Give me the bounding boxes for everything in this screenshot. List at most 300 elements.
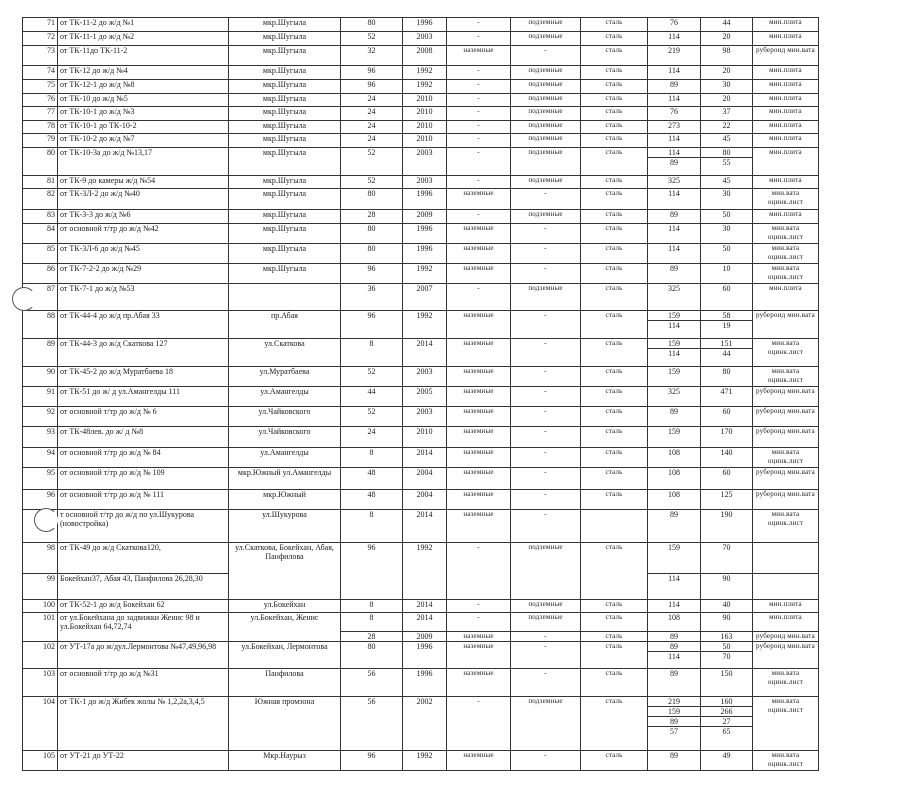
pipe-length: 30 (722, 80, 731, 89)
insulation-cell: мин.вата оцинк.лист (753, 339, 819, 367)
table-row (23, 46, 819, 66)
laying-under-cell: подземные (511, 80, 581, 94)
year-cell: 1992 (403, 751, 447, 771)
year-cell: 2010 (403, 121, 447, 134)
pipe-length: 266 (701, 706, 752, 716)
diameter-cell (648, 600, 701, 613)
length-cell: 8 (341, 510, 403, 543)
row-number: 88 (23, 311, 58, 339)
table-row (23, 751, 819, 771)
length-cell: 80 (341, 642, 403, 669)
year-cell: 2014 (403, 600, 447, 613)
diameter-cell (648, 387, 701, 407)
pipe-length-cell (701, 66, 753, 80)
length-cell: 80 (341, 244, 403, 264)
pipe-length: 163 (720, 632, 733, 641)
location-cell: мкр.Шугыла (229, 107, 341, 121)
pipe-length-cell (701, 210, 753, 224)
laying-under-cell: - (511, 339, 581, 367)
insulation-cell: рубероид мин.вата (753, 642, 819, 669)
row-number: 91 (23, 387, 58, 407)
pipe-length: 60 (722, 284, 731, 293)
laying-above-cell: наземные (447, 490, 511, 510)
pipe-length: 45 (722, 134, 731, 143)
insulation-cell: рубероид мин.вата (753, 468, 819, 490)
section-name: от УТ-17а до ж/дул.Лермонтова №47,49,96,98 (58, 642, 229, 669)
year-cell: 2003 (403, 407, 447, 427)
material-cell: сталь (581, 189, 648, 210)
diameter-cell (648, 264, 701, 284)
insulation-cell: мин.плита (753, 176, 819, 189)
row-number: 86 (23, 264, 58, 284)
row-number: 105 (23, 751, 58, 771)
table-row (23, 339, 819, 367)
location-cell: мкр.Шугыла (229, 264, 341, 284)
laying-under-cell: - (511, 224, 581, 244)
insulation-cell: рубероид мин.вата (753, 311, 819, 339)
year-cell: 2010 (403, 107, 447, 121)
diameter-cell (648, 613, 701, 632)
diameter-cell (648, 510, 701, 543)
laying-above-cell: наземные (447, 264, 511, 284)
laying-above-cell: - (447, 107, 511, 121)
laying-under-cell: подземные (511, 18, 581, 32)
location-cell: Панфилова (229, 669, 341, 697)
insulation-cell: мин.плита (753, 66, 819, 80)
section-name: от ТК-51 до ж/ д ул.Амангелды 111 (58, 387, 229, 407)
location-cell: ул.Бокейхан, Лермонтова (229, 642, 341, 669)
year-cell: 1992 (403, 66, 447, 80)
pipe-length-cell (701, 80, 753, 94)
laying-under-cell: - (511, 407, 581, 427)
location-cell: мкр.Шугыла (229, 66, 341, 80)
location-cell: ул.Бокейхан, Женис (229, 613, 341, 642)
diameter-cell (648, 574, 701, 600)
laying-above-cell: наземные (447, 387, 511, 407)
laying-under-cell: - (511, 669, 581, 697)
laying-under-cell: подземные (511, 121, 581, 134)
material-cell: сталь (581, 284, 648, 311)
diameter-cell (648, 189, 701, 210)
row-number: 95 (23, 468, 58, 490)
section-name: от ТК-11-1 до ж/д №2 (58, 32, 229, 46)
row-number: 76 (23, 94, 58, 107)
laying-under-cell: подземные (511, 134, 581, 148)
pipe-length: 190 (720, 510, 733, 519)
diameter-cell (648, 751, 701, 771)
section-name: от основной т/тр до ж/д № 6 (58, 407, 229, 427)
insulation-cell: рубероид мин.вата (753, 46, 819, 66)
year-cell: 2014 (403, 448, 447, 468)
insulation-cell: мин.вата оцинк.лист (753, 244, 819, 264)
table-row (23, 148, 819, 176)
pipe-diameter: 89 (670, 80, 678, 89)
length-cell: 80 (341, 18, 403, 32)
pipe-length: 125 (720, 490, 733, 499)
diameter-cell (648, 94, 701, 107)
location-cell: мкр.Шугыла (229, 121, 341, 134)
year-cell: 2002 (403, 697, 447, 751)
material-cell: сталь (581, 543, 648, 600)
section-name: от ТК-49 до ж/д Скаткова120, (58, 543, 229, 574)
pipe-length-cell (701, 264, 753, 284)
laying-under-cell: подземные (511, 284, 581, 311)
insulation-cell: мин.плита (753, 600, 819, 613)
pipe-length: 80 (722, 148, 731, 157)
length-cell: 28 (341, 632, 403, 642)
row-number: 74 (23, 66, 58, 80)
pipe-diameter: 108 (668, 490, 680, 499)
insulation-cell: мин.вата оцинк.лист (753, 264, 819, 284)
pipe-diameter: 159 (668, 311, 680, 320)
pipe-length-cell (701, 751, 753, 771)
table-row (23, 613, 819, 632)
laying-above-cell: наземные (447, 244, 511, 264)
laying-above-cell: наземные (447, 751, 511, 771)
laying-above-cell: - (447, 80, 511, 94)
laying-under-cell: подземные (511, 543, 581, 600)
location-cell: мкр.Шугыла (229, 46, 341, 66)
length-cell: 56 (341, 697, 403, 751)
laying-above-cell: - (447, 66, 511, 80)
length-cell: 8 (341, 613, 403, 632)
row-number: 85 (23, 244, 58, 264)
location-cell: ул.Муратбаева (229, 367, 341, 387)
material-cell: сталь (581, 176, 648, 189)
insulation-cell: мин.плита (753, 134, 819, 148)
pipe-diameter: 114 (668, 148, 680, 157)
pipe-length: 151 (720, 339, 733, 348)
pipe-length: 37 (722, 107, 731, 116)
table-row (23, 427, 819, 448)
laying-above-cell: - (447, 18, 511, 32)
laying-under-cell: подземные (511, 32, 581, 46)
laying-under-cell: - (511, 264, 581, 284)
diameter-cell (648, 244, 701, 264)
pipe-length-cell (701, 632, 753, 642)
material-cell: сталь (581, 94, 648, 107)
location-cell: мкр.Шугыла (229, 134, 341, 148)
insulation-cell: мин.плита (753, 284, 819, 311)
section-name: от ТК-44-4 до ж/д пр.Абая 33 (58, 311, 229, 339)
diameter-cell (648, 407, 701, 427)
table-row (23, 94, 819, 107)
insulation-cell: мин.плита (753, 613, 819, 632)
pipe-length: 50 (722, 244, 731, 253)
year-cell: 1996 (403, 224, 447, 244)
pipe-diameter: 89 (670, 264, 678, 273)
length-cell: 28 (341, 210, 403, 224)
location-cell: мкр.Шугыла (229, 32, 341, 46)
length-cell: 52 (341, 367, 403, 387)
location-cell (229, 284, 341, 311)
pipe-diameter: 114 (668, 244, 680, 253)
length-cell: 24 (341, 121, 403, 134)
laying-above-cell: - (447, 94, 511, 107)
section-name: от ТК-10-2 до ж/д №7 (58, 134, 229, 148)
pipe-diameter: 159 (668, 427, 680, 436)
pipe-length: 27 (701, 716, 752, 726)
pipe-length-cell (701, 107, 753, 121)
laying-under-cell: - (511, 751, 581, 771)
location-cell: мкр.Шугыла (229, 244, 341, 264)
diameter-cell (648, 339, 701, 367)
insulation-cell: рубероид мин.вата (753, 387, 819, 407)
year-cell: 1996 (403, 669, 447, 697)
material-cell: сталь (581, 18, 648, 32)
insulation-cell: мин.вата оцинк.лист (753, 669, 819, 697)
year-cell: 1996 (403, 642, 447, 669)
section-name: от ТК-7-2-2 до ж/д №29 (58, 264, 229, 284)
location-cell: ул.Амангелды (229, 448, 341, 468)
diameter-cell (648, 632, 701, 642)
table-row (23, 510, 819, 543)
pipe-diameter: 76 (670, 18, 678, 27)
pipe-length: 58 (722, 311, 731, 320)
material-cell: сталь (581, 107, 648, 121)
pipe-diameter: 89 (648, 157, 700, 167)
laying-above-cell: наземные (447, 642, 511, 669)
material-cell: сталь (581, 121, 648, 134)
year-cell: 2003 (403, 176, 447, 189)
year-cell: 1992 (403, 311, 447, 339)
section-name: от основной т/тр до ж/д №42 (58, 224, 229, 244)
pipe-length: 55 (701, 157, 752, 167)
material-cell: сталь (581, 468, 648, 490)
diameter-cell (648, 148, 701, 176)
pipe-length-cell (701, 697, 753, 751)
row-number: 96 (23, 490, 58, 510)
laying-above-cell: - (447, 613, 511, 632)
pipe-length-cell (701, 134, 753, 148)
insulation-cell: мин.плита (753, 18, 819, 32)
table-row (23, 367, 819, 387)
location-cell: ул.Скаткова, Бокейхан, Абая, Панфилова (229, 543, 341, 600)
pipe-length-cell (701, 613, 753, 632)
pipe-length: 50 (722, 210, 731, 219)
section-name: от ТК-11-2 до ж/д №1 (58, 18, 229, 32)
pipe-diameter: 325 (668, 284, 680, 293)
year-cell: 2003 (403, 32, 447, 46)
material-cell: сталь (581, 367, 648, 387)
section-name: Бокейхан37, Абая 43, Панфилова 26,28,30 (58, 574, 229, 600)
section-name: от ТК-11до ТК-11-2 (58, 46, 229, 66)
location-cell: мкр.Шугыла (229, 224, 341, 244)
section-name: от ТК-10-1 до ж/д №3 (58, 107, 229, 121)
location-cell: пр.Абая (229, 311, 341, 339)
length-cell: 56 (341, 669, 403, 697)
table-row (23, 697, 819, 751)
laying-under-cell: - (511, 468, 581, 490)
row-number: 83 (23, 210, 58, 224)
table-row (23, 600, 819, 613)
laying-under-cell: - (511, 427, 581, 448)
insulation-cell: мин.вата оцинк.лист (753, 697, 819, 751)
laying-under-cell: - (511, 244, 581, 264)
pipe-length-cell (701, 339, 753, 367)
year-cell: 2003 (403, 148, 447, 176)
row-number: 71 (23, 18, 58, 32)
punch-hole-mark (12, 287, 36, 311)
location-cell: ул.Скаткова (229, 339, 341, 367)
material-cell: сталь (581, 339, 648, 367)
table-row (23, 224, 819, 244)
insulation-cell: мин.вата оцинк.лист (753, 189, 819, 210)
laying-under-cell: - (511, 642, 581, 669)
location-cell: мкр.Южный ул.Амангелды (229, 468, 341, 490)
pipe-length: 10 (722, 264, 731, 273)
year-cell: 1992 (403, 264, 447, 284)
pipe-length-cell (701, 448, 753, 468)
year-cell: 2014 (403, 613, 447, 632)
table-row (23, 189, 819, 210)
material-cell: сталь (581, 642, 648, 669)
pipe-length-cell (701, 244, 753, 264)
laying-above-cell: наземные (447, 632, 511, 642)
material-cell: сталь (581, 613, 648, 632)
laying-under-cell: - (511, 510, 581, 543)
pipe-diameter: 114 (668, 574, 680, 583)
insulation-cell: рубероид мин.вата (753, 407, 819, 427)
row-number: 93 (23, 427, 58, 448)
pipe-diameter: 89 (670, 210, 678, 219)
laying-above-cell: наземные (447, 448, 511, 468)
pipe-length-cell (701, 407, 753, 427)
laying-under-cell: - (511, 387, 581, 407)
material-cell: сталь (581, 407, 648, 427)
laying-above-cell: - (447, 600, 511, 613)
pipe-diameter: 108 (668, 613, 680, 622)
pipe-diameter: 114 (668, 600, 680, 609)
row-number: 99 (23, 574, 58, 600)
laying-above-cell: - (447, 134, 511, 148)
row-number: 101 (23, 613, 58, 642)
diameter-cell (648, 448, 701, 468)
pipe-diameter: 114 (668, 94, 680, 103)
pipe-length-cell (701, 427, 753, 448)
row-number: 103 (23, 669, 58, 697)
length-cell: 52 (341, 407, 403, 427)
pipe-length-cell (701, 32, 753, 46)
material-cell: сталь (581, 697, 648, 751)
laying-under-cell: подземные (511, 600, 581, 613)
year-cell: 1996 (403, 18, 447, 32)
insulation-cell (753, 543, 819, 574)
length-cell: 96 (341, 264, 403, 284)
laying-under-cell: - (511, 632, 581, 642)
location-cell: мкр.Шугыла (229, 189, 341, 210)
location-cell: Южная промзона (229, 697, 341, 751)
diameter-cell (648, 669, 701, 697)
laying-above-cell: наземные (447, 189, 511, 210)
pipe-diameter: 89 (670, 669, 678, 678)
section-name: от основной т/тр до ж/д № 111 (58, 490, 229, 510)
table-row (23, 32, 819, 46)
pipe-length: 70 (701, 651, 752, 661)
location-cell: ул.Бокейхан (229, 600, 341, 613)
pipe-diameter: 89 (670, 632, 678, 641)
year-cell: 1996 (403, 189, 447, 210)
insulation-cell: мин.плита (753, 32, 819, 46)
diameter-cell (648, 427, 701, 448)
pipe-diameter: 114 (648, 320, 700, 330)
pipe-length-cell (701, 189, 753, 210)
insulation-cell: мин.вата оцинк.лист (753, 224, 819, 244)
insulation-cell: мин.вата оцинк.лист (753, 448, 819, 468)
pipe-length: 30 (722, 189, 731, 198)
length-cell: 8 (341, 448, 403, 468)
laying-under-cell: подземные (511, 613, 581, 632)
laying-under-cell: подземные (511, 176, 581, 189)
pipe-length: 44 (701, 348, 752, 358)
punch-hole-mark (34, 508, 58, 532)
location-cell: мкр.Южный (229, 490, 341, 510)
laying-above-cell: - (447, 697, 511, 751)
material-cell: сталь (581, 600, 648, 613)
pipe-length: 44 (722, 18, 731, 27)
pipe-length: 471 (720, 387, 733, 396)
year-cell: 2007 (403, 284, 447, 311)
pipe-length: 90 (722, 613, 731, 622)
table-row (23, 121, 819, 134)
length-cell: 52 (341, 176, 403, 189)
table-row (23, 176, 819, 189)
pipe-length: 49 (722, 751, 731, 760)
length-cell: 96 (341, 751, 403, 771)
section-name: от ТК-12 до ж/д №4 (58, 66, 229, 80)
pipe-length-cell (701, 94, 753, 107)
table-row (23, 107, 819, 121)
year-cell: 2005 (403, 387, 447, 407)
pipe-diameter: 114 (668, 189, 680, 198)
length-cell: 96 (341, 543, 403, 600)
pipe-length-cell (701, 490, 753, 510)
section-name: от УТ-21 до УТ-22 (58, 751, 229, 771)
year-cell: 2010 (403, 134, 447, 148)
pipe-diameter: 89 (670, 510, 678, 519)
row-number: 100 (23, 600, 58, 613)
material-cell: сталь (581, 311, 648, 339)
laying-under-cell: подземные (511, 210, 581, 224)
length-cell: 32 (341, 46, 403, 66)
pipe-length: 60 (722, 407, 731, 416)
table-row (23, 448, 819, 468)
pipe-length: 50 (722, 642, 731, 651)
diameter-cell (648, 284, 701, 311)
pipe-diameter: 89 (670, 751, 678, 760)
section-name: от ТК-52-1 до ж/д Бокейхан 62 (58, 600, 229, 613)
section-name: от основной т/тр до ж/д № 109 (58, 468, 229, 490)
row-number: 79 (23, 134, 58, 148)
diameter-cell (648, 66, 701, 80)
table-row (23, 490, 819, 510)
pipe-length-cell (701, 148, 753, 176)
pipe-length: 40 (722, 600, 731, 609)
pipe-length-cell (701, 284, 753, 311)
pipe-length: 170 (720, 427, 733, 436)
pipe-diameter: 89 (670, 407, 678, 416)
section-name: от основной т/тр до ж/д № 84 (58, 448, 229, 468)
location-cell: ул.Амангелды (229, 387, 341, 407)
table-row (23, 669, 819, 697)
year-cell: 1992 (403, 543, 447, 600)
laying-above-cell: - (447, 121, 511, 134)
section-name: т основной т/тр до ж/д по ул.Шукурова (новостройка) (58, 510, 229, 543)
material-cell: сталь (581, 148, 648, 176)
material-cell: сталь (581, 80, 648, 94)
insulation-cell: мин.вата оцинк.лист (753, 510, 819, 543)
row-number: 75 (23, 80, 58, 94)
